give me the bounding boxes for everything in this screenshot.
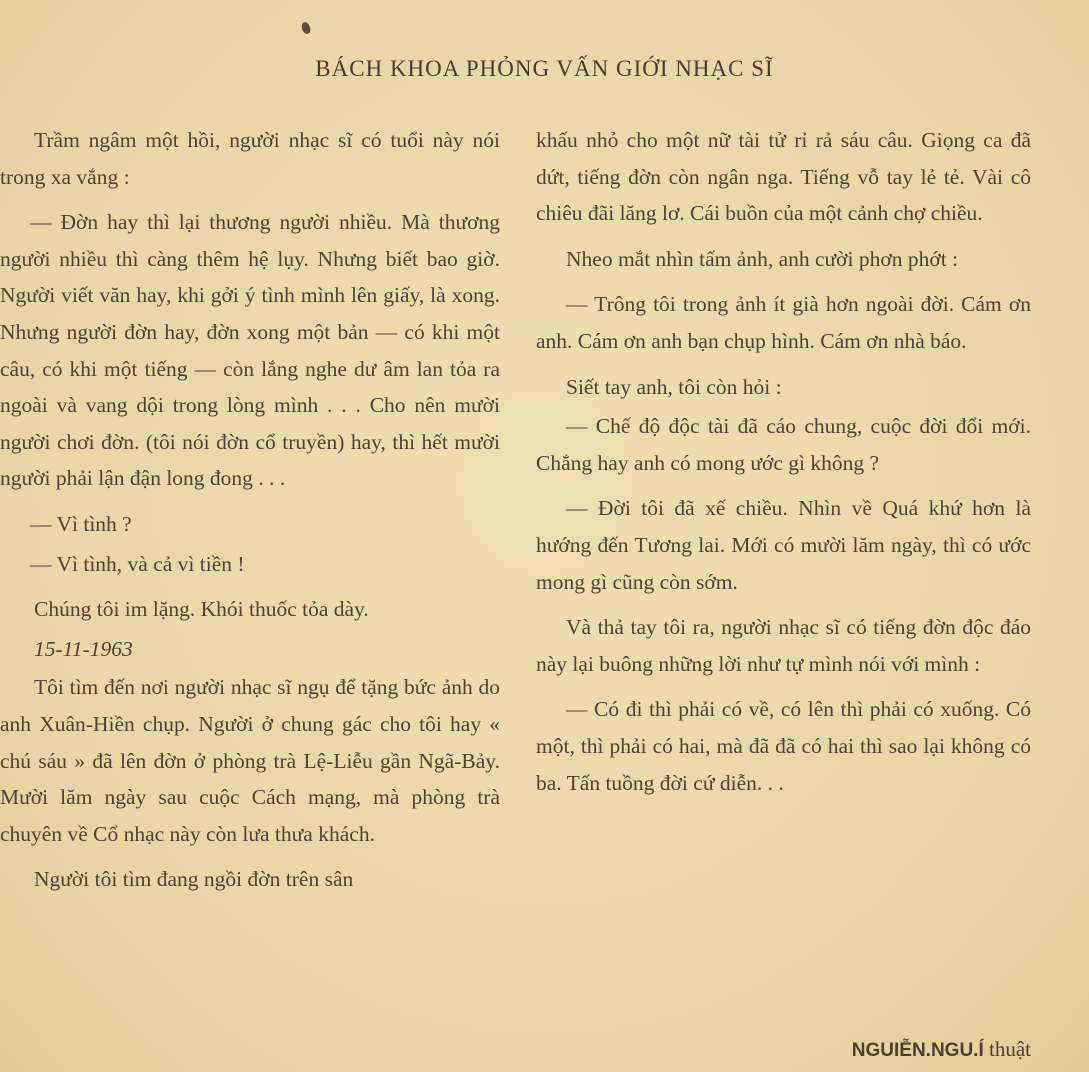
dialogue-line: — Có đi thì phải có về, có lên thì phải có xuống. Có một, thì phải có hai, mà đã đã có hai thì sao lại không có ba. Tấn tuồng đời cứ diễn. . . [536,697,1031,795]
author-role: thuật [989,1037,1031,1061]
dialogue-line: — Vì tình ? [30,511,132,536]
paragraph: Người tôi tìm đang ngồi đờn trên sân [34,867,354,892]
author-byline [536,1037,1031,1062]
paragraph: Chúng tôi im lặng. Khói thuốc tỏa dày. [34,597,369,622]
paragraph: Và thả tay tôi ra, người nhạc sĩ có tiếng đờn độc đáo này lại buông những lời như tự mình nói với mình : [536,615,1031,676]
paragraph: Trầm ngâm một hồi, người nhạc sĩ có tuổi này nói trong xa vắng : [0,128,500,189]
right-column [536,122,1031,810]
paragraph: khấu nhỏ cho một nữ tài tử rỉ rả sáu câu. Giọng ca đã dứt, tiếng đờn còn ngân nga. Tiếng vỗ tay lẻ tẻ. Vài cô chiêu đãi lăng lơ. Cái buồn của một cảnh chợ chiều. [536,128,1031,226]
left-column [0,122,500,907]
paragraph: Nheo mắt nhìn tấm ảnh, anh cười phơn phớt : [566,246,959,271]
paragraph: — Đờn hay thì lại thương người nhiều. Mà thương người nhiều thì càng thêm hệ lụy. Nhưng biết bao giờ. Người viết văn hay, khi gởi ý tình mình lên giấy, là xong. Nhưng người đờn hay, đờn xong một bản — có khi một câu, có khi một tiếng — còn lắng nghe dư âm lan tỏa ra ngoài và vang dội trong lòng mình . . . Cho nên mười người chơi đờn. (tôi nói đờn cổ truyền) hay, thì hết mười người phải lận đận long đong . . . [0,210,500,491]
ornament-mark [300,21,312,35]
dialogue-line: — Vì tình, và cả vì tiền ! [30,551,245,576]
paragraph: Siết tay anh, tôi còn hỏi : [566,374,782,399]
dialogue-line: — Trông tôi trong ảnh ít già hơn ngoài đời. Cám ơn anh. Cám ơn anh bạn chụp hình. Cám ơn nhà báo. [536,292,1031,353]
article-title: BÁCH KHOA PHỎNG VẤN GIỚI NHẠC SĨ [315,56,774,81]
date-line: 15-11-1963 [34,636,133,661]
author-name: NGUIỄN.NGU.Í [851,1040,984,1061]
paragraph: Tôi tìm đến nơi người nhạc sĩ ngụ để tặng bức ảnh do anh Xuân-Hiền chụp. Người ở chung gác cho tôi hay « chú sáu » đã lên đờn ở phòng trà Lệ-Liễu gần Ngã-Bảy. Mười lăm ngày sau cuộc Cách mạng, mà phòng trà chuyên về Cổ nhạc này còn lưa thưa khách. [0,675,500,846]
dialogue-line: — Chế độ độc tài đã cáo chung, cuộc đời đổi mới. Chẳng hay anh có mong ước gì không ? [536,414,1031,475]
dialogue-line: — Đời tôi đã xế chiều. Nhìn về Quá khứ hơn là hướng đến Tương lai. Mới có mười lăm ngày, thì có ước mong gì cũng còn sớm. [536,496,1031,594]
